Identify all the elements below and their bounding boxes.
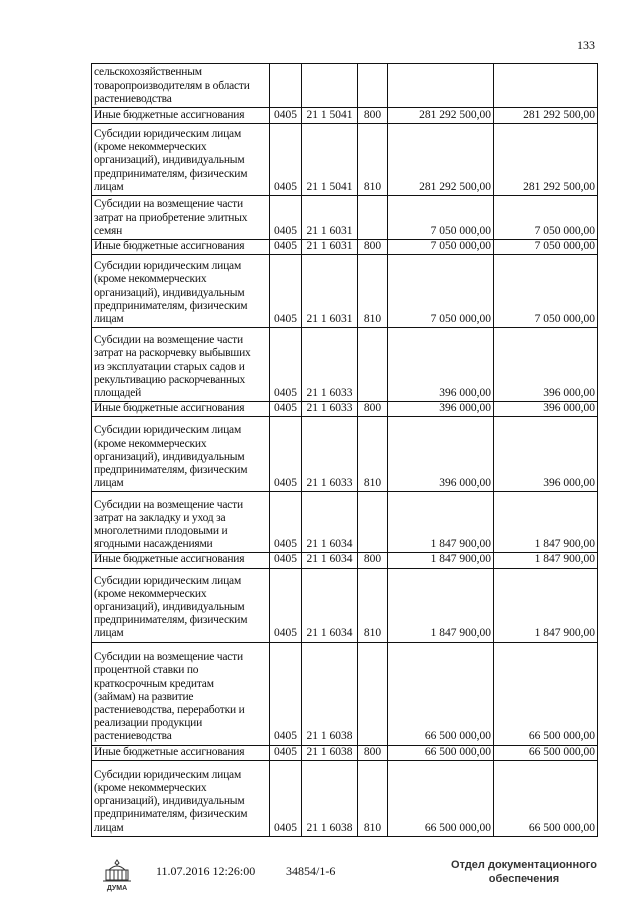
section-code-cell: 0405 <box>270 240 302 255</box>
item-name-line: предпринимателям, физическим <box>94 167 248 180</box>
section-code-cell: 0405 <box>270 108 302 124</box>
budget-table <box>91 63 598 837</box>
target-code-cell: 21 1 5041 <box>302 124 358 196</box>
target-code-cell: 21 1 6034 <box>302 492 358 553</box>
item-name-line: лицам <box>94 821 124 834</box>
item-name-line: лицам <box>94 477 124 490</box>
item-name-line: лицам <box>94 180 124 193</box>
item-name-line: Иные бюджетные ассигнования <box>94 553 245 566</box>
section-code-cell: 0405 <box>270 196 302 240</box>
target-code-cell: 21 1 6038 <box>302 760 358 836</box>
section-code-cell: 0405 <box>270 255 302 328</box>
table-row <box>92 760 598 836</box>
amount-year2-cell: 7 050 000,00 <box>494 196 598 240</box>
item-name-line: предпринимателям, физическим <box>94 808 248 821</box>
amount-year1-cell: 66 500 000,00 <box>388 745 494 760</box>
amount-year2-cell: 1 847 900,00 <box>494 553 598 568</box>
table-row <box>92 642 598 745</box>
item-name-line: (кроме некоммерческих <box>94 273 207 286</box>
amount-year1-cell: 281 292 500,00 <box>388 108 494 124</box>
section-code-cell: 0405 <box>270 760 302 836</box>
item-name-line: Субсидии на возмещение части <box>94 198 243 211</box>
amount-year2-cell: 396 000,00 <box>494 328 598 402</box>
section-code-cell: 0405 <box>270 642 302 745</box>
expense-type-cell: 800 <box>358 108 388 124</box>
item-name-cell <box>92 553 270 568</box>
item-name-line: краткосрочным кредитам <box>94 677 214 690</box>
amount-year1-cell: 396 000,00 <box>388 417 494 492</box>
target-code-cell: 21 1 5041 <box>302 108 358 124</box>
item-name-cell <box>92 124 270 196</box>
section-code-cell: 0405 <box>270 492 302 553</box>
amount-year2-cell: 66 500 000,00 <box>494 760 598 836</box>
expense-type-cell <box>358 64 388 108</box>
target-code-cell: 21 1 6031 <box>302 196 358 240</box>
table-row <box>92 196 598 240</box>
amount-year2-cell: 281 292 500,00 <box>494 124 598 196</box>
target-code-cell: 21 1 6031 <box>302 255 358 328</box>
item-name-cell <box>92 402 270 417</box>
item-name-line: затрат на приобретение элитных <box>94 211 248 224</box>
item-name-line: Субсидии юридическим лицам <box>94 260 242 273</box>
amount-year2-cell <box>494 64 598 108</box>
page-footer <box>0 858 640 898</box>
item-name-line: (займам) на развитие <box>94 690 194 703</box>
item-name-line: организаций), индивидуальным <box>94 601 245 613</box>
amount-year2-cell: 66 500 000,00 <box>494 642 598 745</box>
expense-type-cell: 810 <box>358 417 388 492</box>
amount-year1-cell: 1 847 900,00 <box>388 568 494 642</box>
table-row <box>92 745 598 760</box>
amount-year1-cell: 396 000,00 <box>388 328 494 402</box>
target-code-cell: 21 1 6038 <box>302 642 358 745</box>
expense-type-cell <box>358 328 388 402</box>
item-name-line: лицам <box>94 627 124 640</box>
item-name-line: организаций), индивидуальным <box>94 795 245 808</box>
item-name-line: (кроме некоммерческих <box>94 782 207 794</box>
budget-table-body <box>92 64 598 837</box>
table-row <box>92 553 598 568</box>
table-row <box>92 402 598 417</box>
item-name-line: Субсидии на возмещение части <box>94 498 243 511</box>
expense-type-cell: 810 <box>358 568 388 642</box>
item-name-line: Субсидии на возмещение части <box>94 334 243 347</box>
item-name-line: организаций), индивидуальным <box>94 286 245 299</box>
section-code-cell: 0405 <box>270 328 302 402</box>
item-name-line: семян <box>94 224 123 237</box>
item-name-cell <box>92 417 270 492</box>
amount-year1-cell <box>388 64 494 108</box>
item-name-line: Субсидии юридическим лицам <box>94 768 242 781</box>
table-row <box>92 240 598 255</box>
item-name-line: ягодными насаждениями <box>94 538 213 551</box>
target-code-cell: 21 1 6033 <box>302 402 358 417</box>
section-code-cell <box>270 64 302 108</box>
item-name-line: товаропроизводителям в области <box>94 79 250 92</box>
section-code-cell: 0405 <box>270 124 302 196</box>
amount-year2-cell: 396 000,00 <box>494 402 598 417</box>
item-name-line: затрат на раскорчевку выбывших <box>94 347 251 360</box>
item-name-line: Субсидии юридическим лицам <box>94 424 242 437</box>
table-row <box>92 255 598 328</box>
table-row <box>92 568 598 642</box>
item-name-line: Субсидии юридическим лицам <box>94 574 242 587</box>
section-code-cell: 0405 <box>270 568 302 642</box>
expense-type-cell <box>358 196 388 240</box>
item-name-line: предпринимателям, физическим <box>94 299 248 312</box>
item-name-line: растениеводства <box>94 92 172 105</box>
item-name-cell <box>92 760 270 836</box>
amount-year1-cell: 1 847 900,00 <box>388 553 494 568</box>
item-name-line: растениеводства <box>94 730 172 743</box>
amount-year1-cell: 281 292 500,00 <box>388 124 494 196</box>
item-name-cell <box>92 255 270 328</box>
table-row <box>92 124 598 196</box>
amount-year1-cell: 396 000,00 <box>388 402 494 417</box>
target-code-cell: 21 1 6038 <box>302 745 358 760</box>
item-name-line: Иные бюджетные ассигнования <box>94 402 245 415</box>
amount-year2-cell: 1 847 900,00 <box>494 492 598 553</box>
item-name-line: Иные бюджетные ассигнования <box>94 240 245 252</box>
item-name-cell <box>92 328 270 402</box>
item-name-line: растениеводства, переработки и <box>94 704 245 716</box>
target-code-cell: 21 1 6034 <box>302 568 358 642</box>
target-code-cell: 21 1 6033 <box>302 328 358 402</box>
item-name-line: (кроме некоммерческих <box>94 587 207 600</box>
amount-year2-cell: 396 000,00 <box>494 417 598 492</box>
amount-year1-cell: 1 847 900,00 <box>388 492 494 553</box>
target-code-cell: 21 1 6033 <box>302 417 358 492</box>
target-code-cell: 21 1 6034 <box>302 553 358 568</box>
item-name-line: процентной ставки по <box>94 664 199 677</box>
item-name-cell <box>92 568 270 642</box>
item-name-cell <box>92 64 270 108</box>
item-name-line: (кроме некоммерческих <box>94 437 207 450</box>
expense-type-cell: 810 <box>358 760 388 836</box>
amount-year2-cell: 7 050 000,00 <box>494 255 598 328</box>
item-name-line: Субсидии юридическим лицам <box>94 127 242 140</box>
document-code: 34854/1-6 <box>286 864 336 878</box>
item-name-line: рекультивацию раскорчеванных <box>94 373 246 386</box>
expense-type-cell <box>358 492 388 553</box>
amount-year2-cell: 66 500 000,00 <box>494 745 598 760</box>
item-name-cell <box>92 108 270 124</box>
item-name-line: из эксплуатации старых садов и <box>94 360 245 373</box>
expense-type-cell: 800 <box>358 402 388 417</box>
table-row <box>92 108 598 124</box>
table-row <box>92 492 598 553</box>
item-name-line: Субсидии на возмещение части <box>94 651 243 664</box>
table-row <box>92 64 598 108</box>
logo-text: ДУМА <box>106 885 128 892</box>
item-name-cell <box>92 240 270 255</box>
item-name-cell <box>92 196 270 240</box>
expense-type-cell: 800 <box>358 553 388 568</box>
item-name-cell <box>92 492 270 553</box>
amount-year2-cell: 1 847 900,00 <box>494 568 598 642</box>
item-name-line: (кроме некоммерческих <box>94 141 207 154</box>
item-name-cell <box>92 642 270 745</box>
amount-year2-cell: 7 050 000,00 <box>494 240 598 255</box>
item-name-line: многолетними плодовыми и <box>94 525 228 537</box>
section-code-cell: 0405 <box>270 745 302 760</box>
expense-type-cell <box>358 642 388 745</box>
amount-year1-cell: 66 500 000,00 <box>388 760 494 836</box>
department-line: Отдел документационного <box>451 859 597 871</box>
item-name-line: предпринимателям, физическим <box>94 464 248 476</box>
section-code-cell: 0405 <box>270 402 302 417</box>
amount-year1-cell: 7 050 000,00 <box>388 196 494 240</box>
department-line: обеспечения <box>488 873 560 885</box>
item-name-line: затрат на закладку и уход за <box>94 511 226 524</box>
section-code-cell: 0405 <box>270 553 302 568</box>
item-name-line: предпринимателям, физическим <box>94 614 248 627</box>
item-name-line: лицам <box>94 313 124 325</box>
table-row <box>92 328 598 402</box>
expense-type-cell: 800 <box>358 240 388 255</box>
amount-year1-cell: 7 050 000,00 <box>388 240 494 255</box>
item-name-line: площадей <box>94 387 142 399</box>
target-code-cell <box>302 64 358 108</box>
duma-emblem-icon <box>97 858 137 898</box>
department-stamp <box>448 858 600 886</box>
amount-year1-cell: 66 500 000,00 <box>388 642 494 745</box>
section-code-cell: 0405 <box>270 417 302 492</box>
expense-type-cell: 800 <box>358 745 388 760</box>
item-name-line: организаций), индивидуальным <box>94 154 245 167</box>
amount-year2-cell: 281 292 500,00 <box>494 108 598 124</box>
print-timestamp: 11.07.2016 12:26:00 <box>156 864 256 878</box>
table-row <box>92 417 598 492</box>
expense-type-cell: 810 <box>358 124 388 196</box>
amount-year1-cell: 7 050 000,00 <box>388 255 494 328</box>
expense-type-cell: 810 <box>358 255 388 328</box>
target-code-cell: 21 1 6031 <box>302 240 358 255</box>
item-name-line: Иные бюджетные ассигнования <box>94 108 245 121</box>
item-name-cell <box>92 745 270 760</box>
page-number: 133 <box>577 38 595 52</box>
item-name-line: Иные бюджетные ассигнования <box>94 745 245 758</box>
item-name-line: реализации продукции <box>94 717 203 730</box>
item-name-line: организаций), индивидуальным <box>94 450 245 463</box>
item-name-line: сельскохозяйственным <box>94 66 202 79</box>
